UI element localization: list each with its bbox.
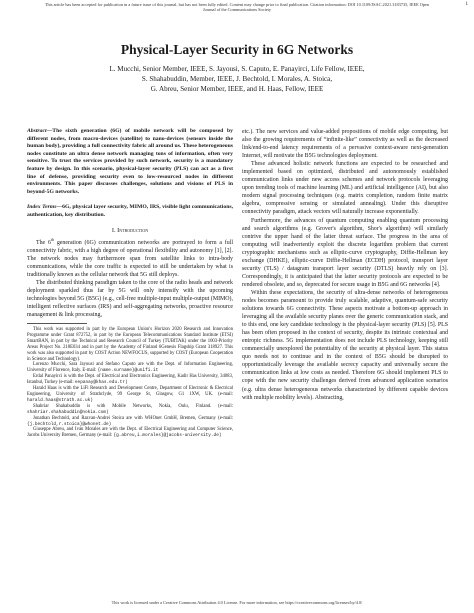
right-paragraph-4: Within these expectations, the security of ultra-dense networks of heterogeneous nodes becomes paramount to provide truly scalable, adaptive, quantum-safe security solutions towards 6G connectivity. These aspects motivate a bottom-up approach in leveraging all the available security planes over the generic communication stack, and to this end, one key candidate technology is the physical-layer security (PLS) [5]. PLS has been often proposed in the context of security, despite its intrinsic contextual and entropic richness. 5G implementation does not include PLS technology, keeping still commercially unexplored the potentiality of the security at physical layer. This status quo needs not to continue and in the context of B5G should be disrupted to opportunistically leverage the available secrecy capacity and universally secure the communication links at low costs as needed. Therefore 6G should implement PLS to cope with the new security challenges derived from advanced application scenarios (e.g. ultra dense heterogeneous networks characterized by different capable devices with multiple mobility levels). Abstracting,: [242, 289, 448, 401]
publication-notice: [10, 2, 464, 13]
abstract: Abstract—The sixth generation (6G) of mobile network will be composed by different nodes, from macro-devices (satellite) to nano-devices (sensors inside the human body), providing a full connectivity fabric all around us. These heterogeneous nodes constitute an ultra dense network managing tons of information, often very sensitive. To trust the services provided by such network, security is a mandatory feature by design. In this scenario, physical-layer security (PLS) can act as a first line of defense, providing security even to low-resourced nodes in different environments. This paper discusses challenges, solutions and visions of PLS in beyond-5G networks.: [27, 128, 233, 195]
intro-p1-superscript: th: [50, 236, 55, 242]
page-number: 1: [465, 2, 468, 7]
footnote-affiliation-3-email: harald.haas@strath.ac.uk): [27, 397, 93, 403]
footnote-affiliation-2: [27, 374, 233, 386]
footnote-affiliation-3-text: Harald Haas is with the LiFi Research and Development Centre, Department of Electronic & Electrical Engineering, University of Strathclyde, 99 George St, Glasgow, G1 1XW, UK. (e-mail:: [27, 386, 233, 398]
footnote-affiliation-3: [27, 386, 233, 404]
right-paragraph-3: Furthermore, the advances of quantum computing enabling quantum processing and search algorithms (e.g. Grover's algorithm, Shor's algorithm) will similarly contrive the upper hand of the latter threat surface. The progress in the area of computing will inadvertently exploit the discrete logarithm problem that current cryptographic mechanisms such as elliptic-curve cryptography, Diffie-Hellman key exchange (DHKE), elliptic-curve Diffie-Hellman (ECDH) protocol, transport layer security (TLS) / datagram transport layer security (DTLS) heavily rely on [3]. Correspondingly, it is anticipated that the latter security protocols are expected to be rendered obsolete, and so, deprecated for secure usage in B5G and 6G networks [4].: [242, 217, 448, 288]
footnote-divider: [27, 323, 87, 324]
author-line-2: S. Shahabuddin, Member, IEEE, J. Bechtold, I. Morales, A. Stoica,: [141, 75, 333, 84]
footnote-affiliation-1-email: {name.surname}@unifi.it: [97, 368, 159, 374]
license-footer: This work is licensed under a Creative Commons Attribution 4.0 License. For more information, see https://creativecommons.org/licenses/by/4.0/: [111, 600, 363, 605]
publication-notice-line2: Journal of the Communications Society: [202, 7, 272, 13]
intro-paragraph-2: The distributed thinking paradigm taken to the core of the radio heads and network deployment sparkled thus far by 5G will only intensify with the upcoming technologies beyond 5G (B5G) (e.g., cell-free multiple-input multiple-output (MIMO), intelligent reflective surfaces (IRS) and self-aggregating networks, proactive resource management & link processing,: [27, 279, 233, 318]
footnote-affiliation-5: [27, 416, 233, 428]
right-column: [242, 128, 448, 402]
footnote-affiliation-5-email: {j.bechtold,r.stoica}@whonet.de): [27, 421, 112, 427]
intro-p1-rest: generation (6G) communication networks are portrayed to form a full connectivity fabric, with a high degree of operational flexibility and autonomy [1], [2]. The network nodes may furthermore span from satellite links to intra-body communications, while the core traffic is expected to still be undertaken by what is traditionally known as the cellular network that 5G still deploys.: [27, 239, 233, 278]
footnote-affiliation-1: [27, 362, 233, 374]
footnote-affiliation-2-email: eepanay@khas.edu.tr): [74, 380, 128, 386]
abstract-text: The sixth generation (6G) of mobile network will be composed by different nodes, from macro-devices (satellite) to nano-devices (sensors inside the human body), providing a full connectivity fabric all around us. These heterogeneous nodes constitute an ultra dense network managing tons of information, often very sensitive. To trust the services provided by such network, security is a mandatory feature by design. In this scenario, physical-layer security (PLS) can act as a first line of defense, providing security even to low-resourced nodes in different environments. This paper discusses challenges, solutions and visions of PLS in beyond-5G networks.: [27, 128, 233, 195]
right-paragraph-2: These advanced holistic network functions are expected to be researched and implemented based on optimized, distributed and autonomously established communication links under new access schemes and network protocols leveraging upon trending tools of machine learning (ML) and artificial intelligence (AI), but also modern signal processing techniques (e.g. matrix completion, random finite matrix algebra, compressive sensing or simulated annealing). Under this disruptive connectivity paradigm, attack vectors will naturally increase exponentially.: [242, 161, 448, 216]
footnote-affiliation-6: [27, 427, 233, 439]
paper-title: Physical-Layer Security in 6G Networks: [120, 42, 354, 57]
footnote-affiliation-6-email: {g.abreu,i.morales}@jacobs-university.de): [113, 433, 222, 439]
author-list: [38, 64, 436, 95]
index-terms-text: 6G, physical layer security, MIMO, IRS, visible light communications, authentication, key distribution.: [27, 204, 234, 218]
section-heading-introduction: I. Introduction: [111, 226, 149, 234]
footnote-affiliation-5-text: Jonathan Bechtold, and Razvan-Andrei Stoica are with WHOnet GmbH, Bremen, Germany (e-mail:: [33, 415, 233, 421]
left-column: [27, 128, 233, 439]
publication-notice-line1: This article has been accepted for publication in a future issue of this journal, but has not been fully edited. Content may change prior to final publication. Citation information: DOI 10.1109/JSAC.2021.3183735, IEEE Open: [44, 2, 430, 7]
index-terms: Index Terms—6G, physical layer security, MIMO, IRS, visible light communications, authentication, key distribution.: [27, 204, 234, 218]
footnote-affiliation-6-text: Giuseppe Abreu, and Iván Morales are with the Dept. of Electrical Engineering and Computer Science, Jacobs University Bremen, Germany (e-mail:: [27, 427, 233, 439]
right-paragraph-1: etc.). The new services and value-added propositions of mobile edge computing, but also the growing requirements of “infinite-like” connectivity as well as the decreased link/end-to-end latency requirements of a pervasive context-aware next-generation Internet, will motivate the B5G technologies deployment.: [242, 129, 448, 160]
footnote-affiliation-2-text: Erdal Panayirci is with the Dept. of Electrical and Electronics Engineering, Kadir Has University, 34083, Istanbul, Turkey (e-mail:: [27, 374, 233, 386]
intro-p1-start: The 6: [36, 239, 51, 246]
footnote-affiliation-4: [27, 404, 233, 416]
footnote-affiliation-4-email: shahriar.shahabuddin@nokia.com): [27, 409, 109, 415]
author-line-1: L. Mucchi, Senior Member, IEEE, S. Jayousi, S. Caputo, E. Panayirci, Life Fellow, IEEE,: [109, 65, 365, 73]
index-terms-lead: Index Terms: [27, 204, 57, 211]
footnote-funding: This work was supported in part by the European Union's Horizon 2020 Research and Innovation Programme under Grant 872752, in part by the European Telecommunications Standard Institute (ETSI) SmartBAN, in part by the Technical and Research Council of Turkey (TUBITAK) under the 1003-Priority Areas Project No. 218E034 and in part by the Academy of Finland 6Genesis Flagship Grant 318927. This work was also supported in part by COST Action NEWFOCUS, supported by COST (European Cooperation in Science and Technology).: [27, 327, 233, 362]
abstract-lead: Abstract: [27, 128, 47, 134]
footnote-affiliation-1-text: Lorenzo Mucchi, Sara Jayousi and Stefano Caputo are with the Dept. of Information Engineering, University of Florence, Italy. E-mail:: [27, 362, 233, 374]
intro-paragraph-1: [27, 236, 233, 279]
author-line-3: G. Abreu, Senior Member, IEEE, and H. Haas, Fellow, IEEE: [150, 85, 324, 94]
footnote-affiliation-4-text: Shahriar Shahabuddin is with Mobile Networks, Nokia, Oulu, Finland. (e-mail:: [33, 403, 233, 409]
